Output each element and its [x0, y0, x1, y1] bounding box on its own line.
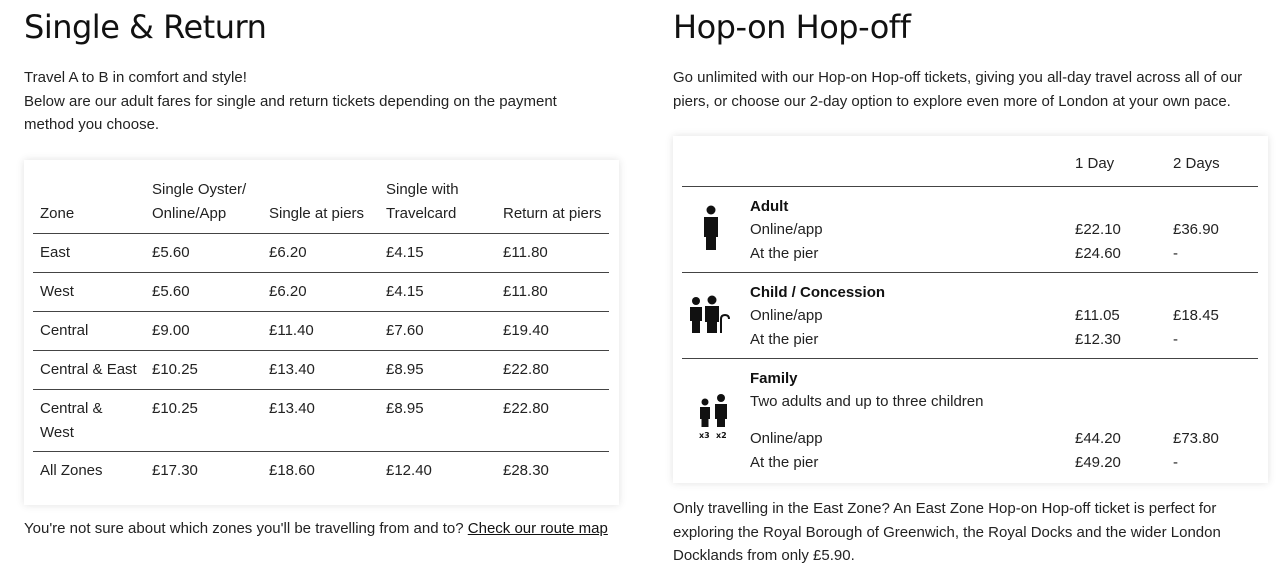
table-row	[33, 351, 609, 390]
child-pier-2days: -	[1173, 331, 1178, 348]
fares-table	[33, 172, 609, 490]
header-2-days: 2 Days	[1173, 155, 1220, 172]
zone-cell: Central & East	[33, 351, 145, 390]
table-row	[33, 273, 609, 312]
price-cell: £18.60	[262, 452, 379, 490]
price-cell: £12.40	[379, 452, 496, 490]
table-row	[33, 452, 609, 490]
family-online-1day: £44.20	[1075, 430, 1121, 447]
price-cell: £22.80	[496, 351, 609, 390]
zone-cell: Central & West	[33, 390, 145, 452]
price-cell: £13.40	[262, 351, 379, 390]
price-cell: £11.80	[496, 273, 609, 312]
footnote-text: You're not sure about which zones you'll be travelling from and to?	[24, 520, 468, 537]
hop-card	[673, 136, 1268, 483]
zone-cell: West	[33, 273, 145, 312]
price-cell: £10.25	[145, 351, 262, 390]
route-map-link[interactable]: Check our route map	[467, 520, 608, 537]
adult-pier-2days: -	[1173, 245, 1178, 262]
price-cell: £8.95	[379, 390, 496, 452]
family-row	[682, 359, 1258, 477]
child-online-2days: £18.45	[1173, 307, 1219, 324]
price-cell: £9.00	[145, 312, 262, 351]
family-online-2days: £73.80	[1173, 430, 1219, 447]
hop-title: Hop-on Hop-off	[673, 8, 911, 46]
family-subtitle: Two adults and up to three children	[750, 393, 984, 410]
table-row	[33, 312, 609, 351]
header-single-piers: Single at piers	[269, 204, 365, 222]
price-cell: £5.60	[145, 273, 262, 312]
adult-pier-1day: £24.60	[1075, 245, 1121, 262]
family-online-label: Online/app	[750, 430, 823, 447]
zone-cell: East	[33, 234, 145, 273]
header-single-travelcard: Single with Travelcard	[386, 181, 459, 222]
fares-card	[24, 160, 619, 505]
price-cell: £8.95	[379, 351, 496, 390]
child-row	[682, 273, 1258, 359]
price-cell: £22.80	[496, 390, 609, 452]
price-cell: £7.60	[379, 312, 496, 351]
price-cell: £4.15	[379, 234, 496, 273]
family-icon	[697, 393, 731, 439]
price-cell: £4.15	[379, 273, 496, 312]
single-return-title: Single & Return	[24, 8, 267, 46]
header-single-oyster: Single Oyster/ Online/App	[152, 181, 247, 222]
table-row	[33, 234, 609, 273]
price-cell: £11.80	[496, 234, 609, 273]
family-title: Family	[750, 370, 798, 387]
adult-online-label: Online/app	[750, 221, 823, 238]
child-concession-icon	[688, 295, 732, 335]
price-cell: £10.25	[145, 390, 262, 452]
adult-row	[682, 187, 1258, 273]
fares-header-row	[33, 172, 609, 234]
price-cell: £19.40	[496, 312, 609, 351]
intro-line-2: Below are our adult fares for single and return tickets depending on the payment method you choose.	[24, 92, 557, 133]
zone-cell: Central	[33, 312, 145, 351]
person-icon	[702, 205, 720, 251]
price-cell: £28.30	[496, 452, 609, 490]
header-zone: Zone	[40, 204, 75, 222]
adult-pier-label: At the pier	[750, 245, 819, 262]
family-icon-x2-label: x2	[716, 431, 727, 439]
header-1-day: 1 Day	[1075, 155, 1115, 172]
family-pier-1day: £49.20	[1075, 454, 1121, 471]
family-pier-label: At the pier	[750, 454, 819, 471]
price-cell: £11.40	[262, 312, 379, 351]
price-cell: £13.40	[262, 390, 379, 452]
price-cell: £17.30	[145, 452, 262, 490]
route-map-footnote	[24, 520, 608, 537]
child-online-1day: £11.05	[1075, 307, 1120, 324]
zone-cell: All Zones	[33, 452, 145, 490]
child-online-label: Online/app	[750, 307, 823, 324]
hop-intro: Go unlimited with our Hop-on Hop-off tickets, giving you all-day travel across all of our piers, or choose our 2-day option to explore even more of London at your own pace.	[673, 69, 1243, 110]
header-return-piers: Return at piers	[503, 204, 602, 222]
single-return-intro	[24, 66, 604, 137]
adult-online-1day: £22.10	[1075, 221, 1121, 238]
adult-online-2days: £36.90	[1173, 221, 1219, 238]
price-cell: £6.20	[262, 234, 379, 273]
table-row	[33, 390, 609, 452]
intro-line-1: Travel A to B in comfort and style!	[24, 69, 247, 86]
hop-header-row	[682, 136, 1258, 187]
child-title: Child / Concession	[750, 284, 886, 301]
east-zone-note: Only travelling in the East Zone? An East Zone Hop-on Hop-off ticket is perfect for exploring the Royal Borough of Greenwich, the Royal Docks and the wider London Docklands from only £5.90.	[673, 500, 1221, 564]
family-icon-x3-label: x3	[699, 431, 710, 439]
price-cell: £6.20	[262, 273, 379, 312]
price-cell: £5.60	[145, 234, 262, 273]
family-pier-2days: -	[1173, 454, 1178, 471]
child-pier-1day: £12.30	[1075, 331, 1121, 348]
child-pier-label: At the pier	[750, 331, 819, 348]
adult-title: Adult	[750, 198, 789, 215]
